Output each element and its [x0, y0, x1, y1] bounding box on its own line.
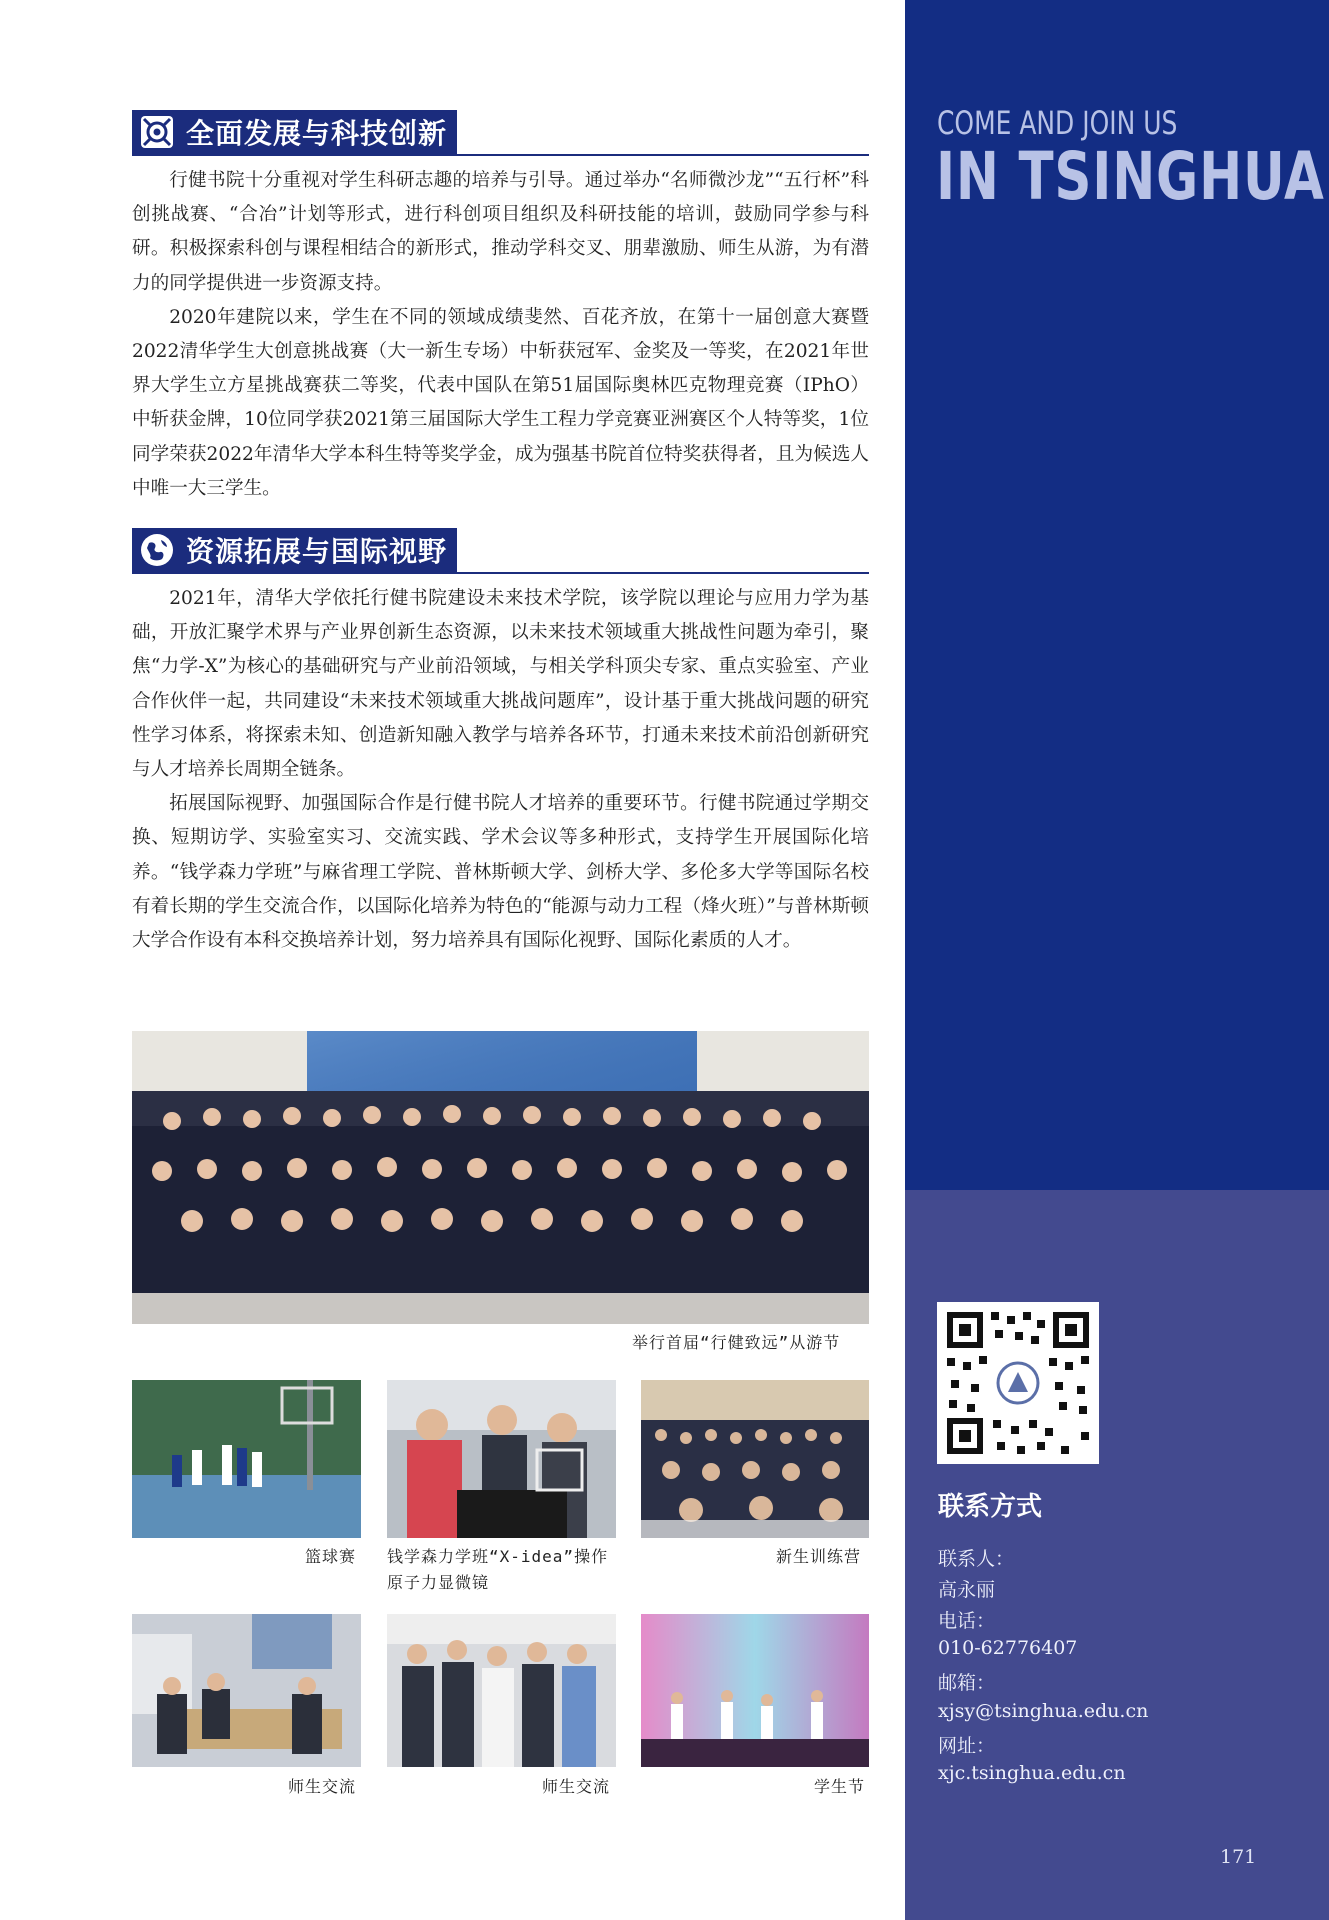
paragraph: 行健书院十分重视对学生科研志趣的培养与引导。通过举办“名师微沙龙”“五行杯”科创挑战赛、“合冶”计划等形式，进行科创项目组织及科研技能的培训，鼓励同学参与科研。积极探索科创与课程相结合的新形式，推动学科交叉、朋辈激励、师生从游，为有潜力的同学提供进一步资源支持。 — [132, 170, 869, 294]
photo-caption: 师生交流 — [542, 1777, 611, 1796]
contact-name: 高永丽 — [938, 1579, 996, 1601]
section-body-innovation — [132, 164, 869, 506]
section-body-international — [132, 582, 869, 958]
contact-label: 联系人： — [938, 1548, 1015, 1570]
divider — [132, 572, 869, 574]
web-label: 网址： — [938, 1735, 996, 1757]
photo-caption: 学生节 — [814, 1777, 866, 1796]
photo-caption: 师生交流 — [288, 1777, 357, 1796]
photo-faculty-student-1 — [132, 1614, 361, 1767]
group-photo — [132, 1031, 869, 1324]
globe-icon — [140, 533, 174, 567]
paragraph: 拓展国际视野、加强国际合作是行健书院人才培养的重要环节。行健书院通过学期交换、短期访学、实验室实习、交流实践、学术会议等多种形式，支持学生开展国际化培养。“钱学森力学班”与麻省理工学院、普林斯顿大学、剑桥大学、多伦多大学等国际名校有着长期的学生交流合作，以国际化培养为特色的“能源与动力工程（烽火班）”与普林斯顿大学合作设有本科交换培养计划，努力培养具有国际化视野、国际化素质的人才。 — [132, 793, 869, 952]
photo-orientation — [641, 1380, 869, 1538]
photo-afm — [387, 1380, 616, 1538]
phone-label: 电话： — [938, 1610, 996, 1632]
slogan-line-2: IN TSINGHUA — [936, 138, 1325, 215]
email-link[interactable]: xjsy@tsinghua.edu.cn — [938, 1700, 1149, 1722]
phone-value[interactable]: 010-62776407 — [938, 1637, 1078, 1659]
section-header-innovation — [132, 110, 869, 158]
photo-basketball — [132, 1380, 361, 1538]
divider — [132, 154, 869, 156]
section-title: 全面发展与科技创新 — [186, 117, 448, 150]
slogan-line-1: COME AND JOIN US — [937, 104, 1178, 142]
page-number: 171 — [1220, 1846, 1257, 1868]
science-badge-icon — [140, 115, 174, 149]
photo-caption: 钱学森力学班“X-idea”操作原子力显微镜 — [387, 1547, 609, 1592]
email-label: 邮箱： — [938, 1672, 996, 1694]
photo-caption: 举行首届“行健致远”从游节 — [632, 1333, 841, 1352]
photo-student-festival — [641, 1614, 869, 1767]
section-header-international — [132, 528, 869, 576]
paragraph: 2021年，清华大学依托行健书院建设未来技术学院，该学院以理论与应用力学为基础，开放汇聚学术界与产业界创新生态资源，以未来技术领域重大挑战性问题为牵引，聚焦“力学-X”为核心的基础研究与产业前沿领域，与相关学科顶尖专家、重点实验室、产业合作伙伴一起，共同建设“未来技术领域重大挑战问题库”，设计基于重大挑战问题的研究性学习体系，将探索未知、创造新知融入教学与培养各环节，打通未来技术前沿创新研究与人才培养长周期全链条。 — [132, 588, 869, 781]
web-link[interactable]: xjc.tsinghua.edu.cn — [938, 1762, 1126, 1784]
photo-caption: 篮球赛 — [305, 1547, 357, 1566]
qr-code-icon — [937, 1302, 1099, 1464]
section-title: 资源拓展与国际视野 — [186, 535, 448, 568]
paragraph: 2020年建院以来，学生在不同的领域成绩斐然、百花齐放，在第十一届创意大赛暨2022清华学生大创意挑战赛（大一新生专场）中斩获冠军、金奖及一等奖，在2021年世界大学生立方星挑战赛获二等奖，代表中国队在第51届国际奥林匹克物理竞赛（IPhO）中斩获金牌，10位同学获2021第三届国际大学生工程力学竞赛亚洲赛区个人特等奖，1位同学荣获2022年清华大学本科生特等奖学金，成为强基书院首位特奖获得者，且为候选人中唯一大三学生。 — [132, 306, 869, 499]
photo-caption: 新生训练营 — [776, 1547, 862, 1566]
contact-title: 联系方式 — [938, 1492, 1043, 1522]
photo-faculty-student-2 — [387, 1614, 616, 1767]
